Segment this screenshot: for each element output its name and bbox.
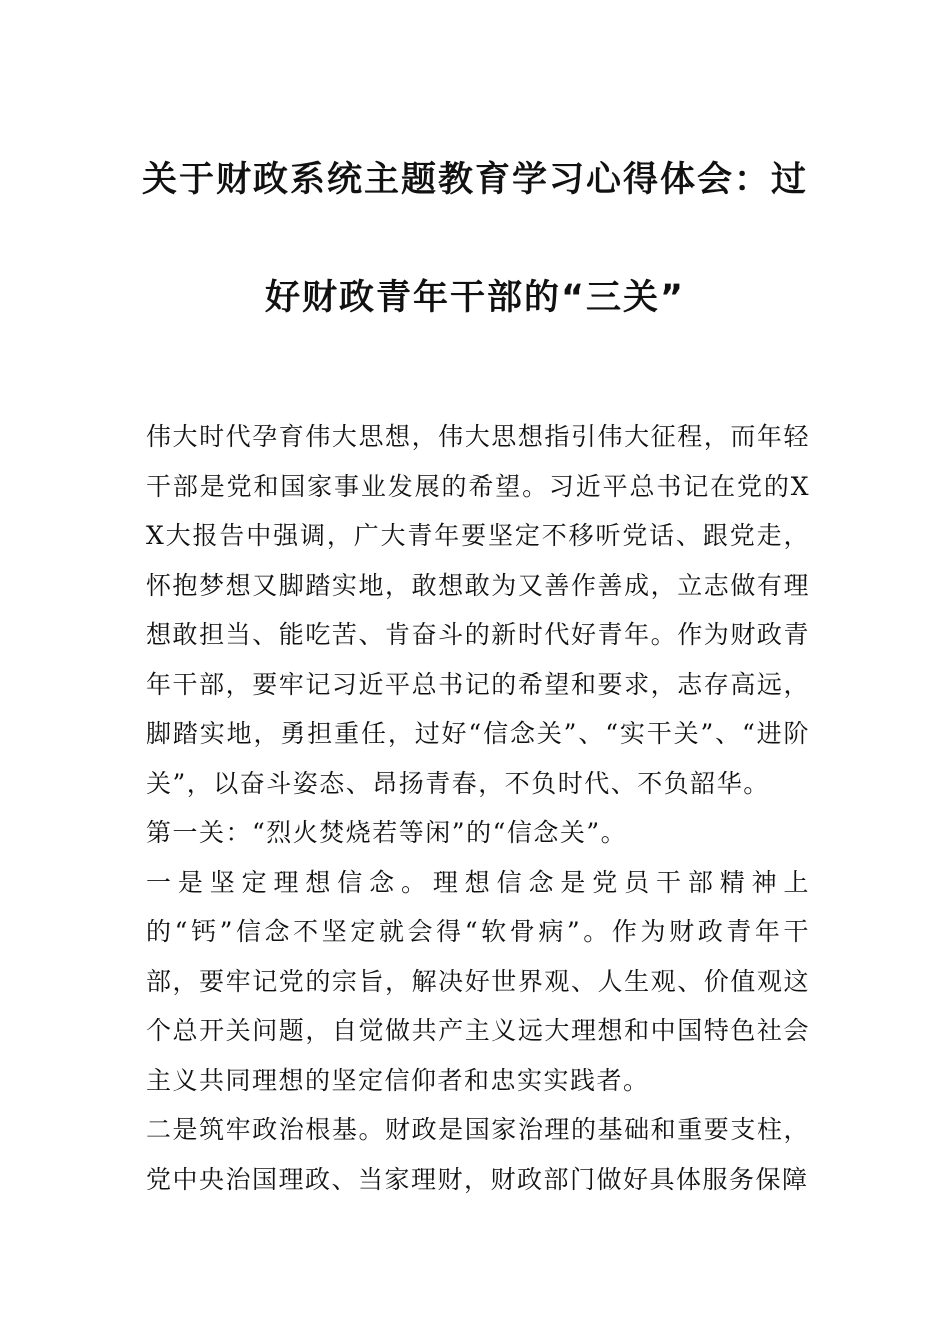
document-title-line-1: 关于财政系统主题教育学习心得体会：过 — [141, 160, 808, 200]
paragraph-section-heading-1: 第一关：“烈火焚烧若等闲”的“信念关”。 — [146, 818, 628, 847]
paragraph-point-1: 一是坚定理想信念。理想信念是党员干部精神上的“钙”信念不坚定就会得“软骨病”。作为财政青年干部，要牢记党的宗旨，解决好世界观、人生观、价值观这个总开关问题，自觉做共产主义远大理想和中国特色社会主义共同理想的坚定信仰者和忠实实践者。 — [146, 867, 810, 1095]
paragraph-point-2: 二是筑牢政治根基。财政是国家治理的基础和重要支柱，党中央治国理政、当家理财，财政部门做好具体服务保障 — [146, 1115, 810, 1194]
paragraph-intro: 伟大时代孕育伟大思想，伟大思想指引伟大征程，而年轻干部是党和国家事业发展的希望。习近平总书记在党的XX大报告中强调，广大青年要坚定不移听党话、跟党走，怀抱梦想又脚踏实地，敢想敢为又善作善成，立志做有理想敢担当、能吃苦、肯奋斗的新时代好青年。作为财政青年干部，要牢记习近平总书记的希望和要求，志存高远，脚踏实地，勇担重任，过好“信念关”、“实干关”、“进阶关”，以奋斗姿态、昂扬青春，不负时代、不负韶华。 — [146, 422, 810, 798]
document-body — [146, 412, 810, 1204]
document-title-line-2: 好财政青年干部的“三关” — [264, 278, 685, 318]
